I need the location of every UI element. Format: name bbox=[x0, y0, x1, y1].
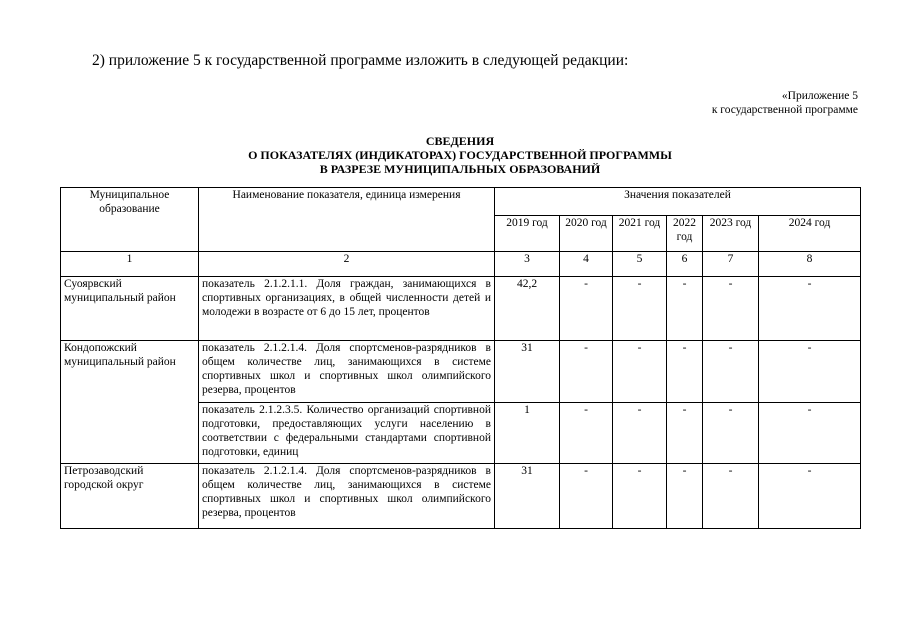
appendix-label bbox=[712, 89, 858, 117]
header-year: 2022 год bbox=[667, 216, 703, 252]
column-number: 2 bbox=[199, 252, 495, 277]
value-cell: - bbox=[560, 341, 613, 403]
indicator-cell: показатель 2.1.2.1.4. Доля спортсменов-разрядников в общем количестве лиц, занимающихся в системе спортивных школ и спортивных школ олимпийского резерва, процентов bbox=[199, 464, 495, 529]
indicator-cell: показатель 2.1.2.1.1. Доля граждан, занимающихся в спортивных организациях, в общей численности детей и молодежи в возрасте от 6 до 15 лет, процентов bbox=[199, 277, 495, 341]
intro-text: 2) приложение 5 к государственной программе изложить в следующей редакции: bbox=[92, 52, 629, 69]
header-year: 2021 год bbox=[613, 216, 667, 252]
value-cell: - bbox=[613, 341, 667, 403]
column-number-row bbox=[61, 252, 861, 277]
column-number: 4 bbox=[560, 252, 613, 277]
column-number: 5 bbox=[613, 252, 667, 277]
table-row bbox=[61, 464, 861, 529]
column-number: 8 bbox=[759, 252, 861, 277]
header-year: 2020 год bbox=[560, 216, 613, 252]
value-cell: - bbox=[667, 277, 703, 341]
value-cell: - bbox=[613, 403, 667, 464]
indicator-cell: показатель 2.1.2.3.5. Количество организаций спортивной подготовки, предоставляющих услуги населению в соответствии с федеральными стандартами спортивной подготовки, единиц bbox=[199, 403, 495, 464]
value-cell: - bbox=[613, 464, 667, 529]
value-cell: - bbox=[703, 277, 759, 341]
column-number: 3 bbox=[495, 252, 560, 277]
value-cell: - bbox=[560, 403, 613, 464]
header-municipality: Муниципальное образование bbox=[61, 188, 199, 252]
value-cell: 1 bbox=[495, 403, 560, 464]
title-line-1: СВЕДЕНИЯ bbox=[425, 134, 495, 148]
column-number: 7 bbox=[703, 252, 759, 277]
value-cell: - bbox=[560, 277, 613, 341]
value-cell: - bbox=[667, 464, 703, 529]
value-cell: 31 bbox=[495, 341, 560, 403]
value-cell: - bbox=[667, 403, 703, 464]
value-cell: - bbox=[759, 341, 861, 403]
appendix-line-2: к государственной программе bbox=[711, 104, 858, 116]
indicator-cell: показатель 2.1.2.1.4. Доля спортсменов-разрядников в общем количестве лиц, занимающихся в системе спортивных школ и спортивных школ олимпийского резерва, процентов bbox=[199, 341, 495, 403]
table-header-row bbox=[61, 188, 861, 216]
table-row bbox=[61, 341, 861, 403]
document-title bbox=[60, 134, 860, 176]
value-cell: - bbox=[759, 277, 861, 341]
value-cell: - bbox=[560, 464, 613, 529]
appendix-line-1: «Приложение 5 bbox=[781, 90, 858, 102]
header-values: Значения показателей bbox=[495, 188, 861, 216]
value-cell: - bbox=[759, 464, 861, 529]
title-line-2: О ПОКАЗАТЕЛЯХ (ИНДИКАТОРАХ) ГОСУДАРСТВЕННОЙ ПРОГРАММЫ bbox=[248, 148, 672, 162]
value-cell: - bbox=[759, 403, 861, 464]
value-cell: - bbox=[703, 464, 759, 529]
value-cell: - bbox=[703, 341, 759, 403]
municipality-cell: Петрозаводский городской округ bbox=[61, 464, 199, 529]
value-cell: - bbox=[703, 403, 759, 464]
municipality-cell: Суоярвский муниципальный район bbox=[61, 277, 199, 341]
column-number: 1 bbox=[61, 252, 199, 277]
header-year: 2019 год bbox=[495, 216, 560, 252]
header-year: 2023 год bbox=[703, 216, 759, 252]
header-indicator: Наименование показателя, единица измерения bbox=[199, 188, 495, 252]
table-row bbox=[61, 277, 861, 341]
value-cell: - bbox=[667, 341, 703, 403]
title-line-3: В РАЗРЕЗЕ МУНИЦИПАЛЬНЫХ ОБРАЗОВАНИЙ bbox=[319, 162, 601, 176]
column-number: 6 bbox=[667, 252, 703, 277]
indicators-table bbox=[60, 187, 861, 529]
value-cell: 42,2 bbox=[495, 277, 560, 341]
municipality-cell: Кондопожский муниципальный район bbox=[61, 341, 199, 464]
value-cell: - bbox=[613, 277, 667, 341]
value-cell: 31 bbox=[495, 464, 560, 529]
header-year: 2024 год bbox=[759, 216, 861, 252]
